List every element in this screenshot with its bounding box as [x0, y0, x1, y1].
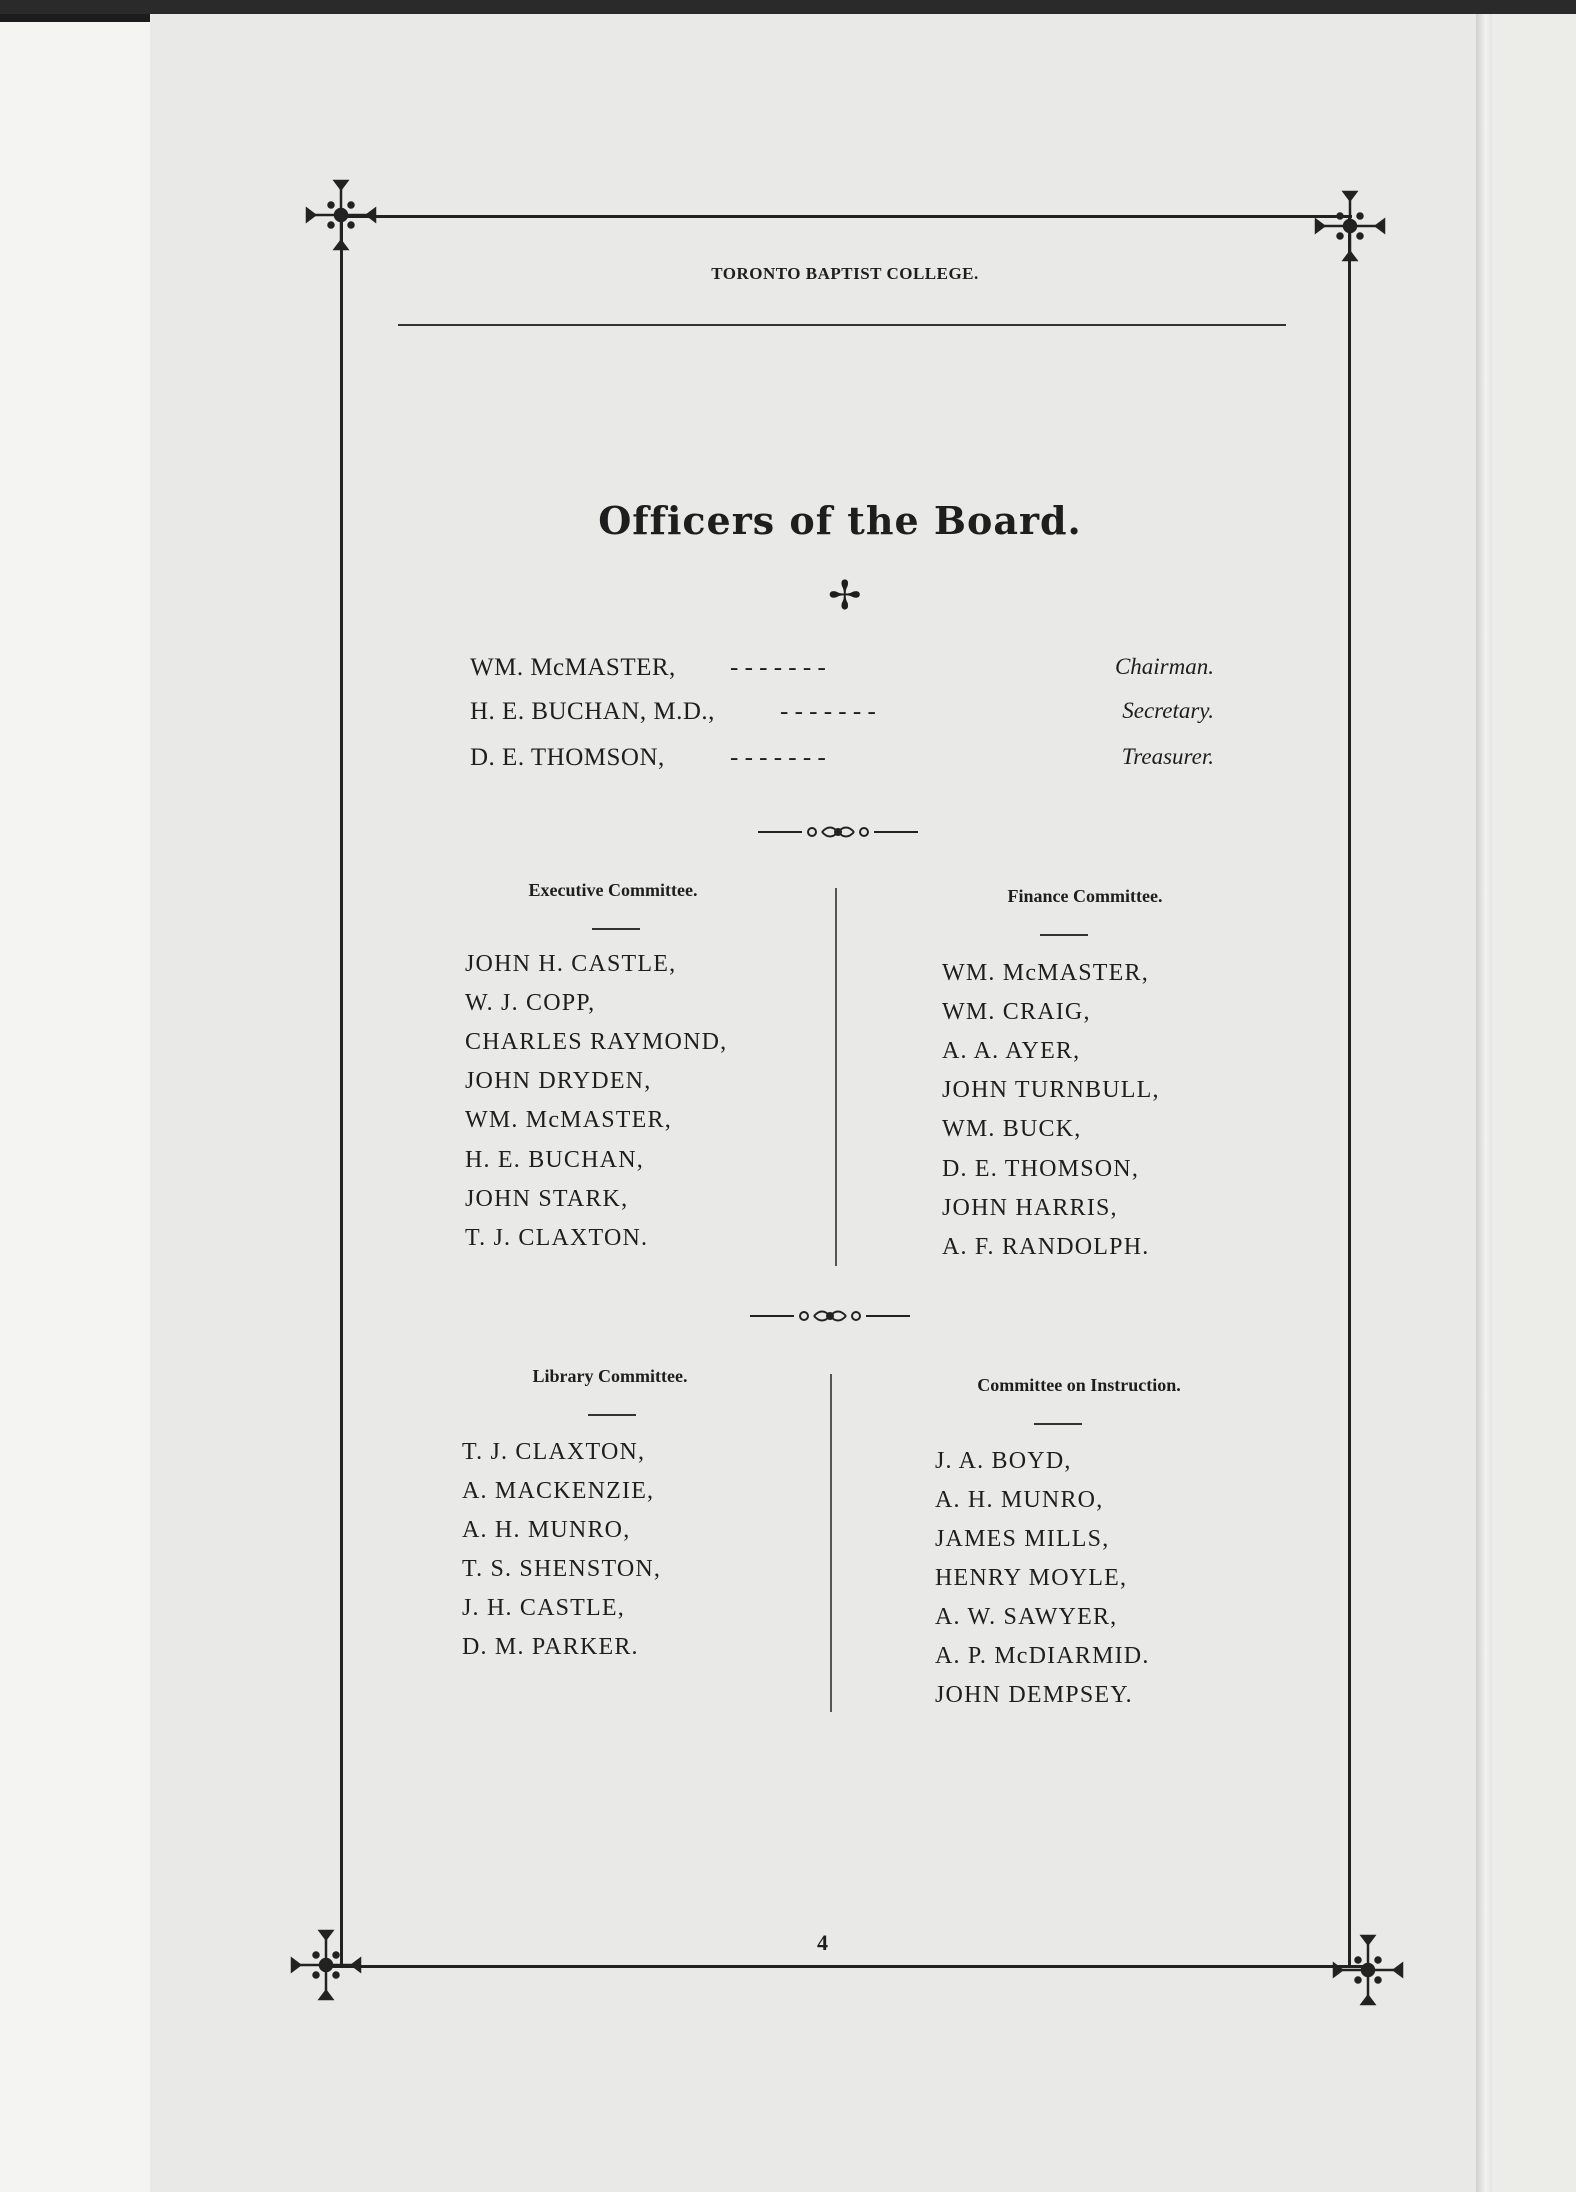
committee-member: D. M. PARKER.: [462, 1634, 639, 1660]
committee-member: WM. McMASTER,: [465, 1107, 672, 1133]
committee-member: JOHN H. CASTLE,: [465, 951, 677, 977]
frame-left-rule: [340, 215, 343, 1967]
next-page-sliver: [1492, 0, 1576, 2192]
leader-dots: - - - - - - -: [730, 654, 826, 681]
officer-name: D. E. THOMSON,: [470, 744, 665, 771]
committee-member: J. H. CASTLE,: [462, 1595, 625, 1621]
frame-bottom-rule: [325, 1965, 1370, 1968]
officer-row: [470, 744, 1220, 784]
officer-name: H. E. BUCHAN, M.D.,: [470, 698, 715, 725]
officer-name: WM. McMASTER,: [470, 654, 676, 681]
instruction-committee-heading: Committee on Instruction.: [977, 1375, 1181, 1395]
officer-role: Treasurer.: [1121, 744, 1214, 769]
committee-member: J. A. BOYD,: [935, 1448, 1072, 1474]
committee-member: H. E. BUCHAN,: [465, 1147, 644, 1173]
scan-background-left: [0, 0, 150, 2192]
page-number: 4: [817, 1930, 828, 1955]
frame-right-rule: [1348, 215, 1351, 1967]
executive-committee-heading: Executive Committee.: [528, 880, 698, 900]
fleuron-corner-icon: [1310, 186, 1390, 266]
officer-row: [470, 698, 1220, 738]
committee-member: WM. BUCK,: [942, 1116, 1082, 1142]
column-divider: [835, 888, 837, 1266]
committee-member: W. J. COPP,: [465, 990, 596, 1016]
committee-member: A. MACKENZIE,: [462, 1478, 655, 1504]
frame-top-rule: [340, 215, 1352, 218]
committee-member: JOHN HARRIS,: [942, 1195, 1118, 1221]
committee-member: JOHN DEMPSEY.: [935, 1682, 1133, 1708]
committee-member: A. H. MUNRO,: [935, 1487, 1104, 1513]
heading-rule: [592, 928, 640, 930]
committee-member: D. E. THOMSON,: [942, 1156, 1140, 1182]
scroll-ornament-icon: [750, 1306, 910, 1326]
running-head: TORONTO BAPTIST COLLEGE.: [711, 264, 979, 283]
committee-member: A. F. RANDOLPH.: [942, 1234, 1150, 1260]
committee-member: WM. CRAIG,: [942, 999, 1091, 1025]
page-gutter-edge: [1476, 0, 1492, 2192]
committee-member: JOHN TURNBULL,: [942, 1077, 1160, 1103]
committee-member: T. J. CLAXTON.: [465, 1225, 649, 1251]
officer-row: [470, 654, 1220, 694]
leader-dots: - - - - - - -: [730, 744, 826, 771]
committee-member: JOHN STARK,: [465, 1186, 629, 1212]
committee-member: A. A. AYER,: [942, 1038, 1081, 1064]
leader-dots: - - - - - - -: [780, 698, 876, 725]
heading-rule: [1034, 1423, 1082, 1425]
fleuron-corner-icon: [1328, 1930, 1408, 2010]
heading-rule: [588, 1414, 636, 1416]
scan-background-top: [0, 0, 1576, 14]
column-divider: [830, 1374, 832, 1712]
committee-member: A. P. McDIARMID.: [935, 1643, 1150, 1669]
committee-member: HENRY MOYLE,: [935, 1565, 1128, 1591]
committee-member: T. J. CLAXTON,: [462, 1439, 646, 1465]
heading-rule: [1040, 934, 1088, 936]
committee-member: T. S. SHENSTON,: [462, 1556, 662, 1582]
page-title: Officers of the Board.: [598, 498, 1082, 543]
committee-member: A. W. SAWYER,: [935, 1604, 1118, 1630]
committee-member: JOHN DRYDEN,: [465, 1068, 652, 1094]
running-head-rule: [398, 324, 1286, 326]
fleuron-corner-icon: [301, 175, 381, 255]
scroll-ornament-icon: [758, 822, 918, 842]
finance-committee-heading: Finance Committee.: [1007, 886, 1163, 906]
committee-member: CHARLES RAYMOND,: [465, 1029, 728, 1055]
officer-role: Chairman.: [1114, 654, 1214, 679]
committee-member: JAMES MILLS,: [935, 1526, 1110, 1552]
fleuron-corner-icon: [286, 1925, 366, 2005]
committee-member: A. H. MUNRO,: [462, 1517, 631, 1543]
page-sheet: [150, 0, 1480, 2192]
officer-role: Secretary.: [1122, 698, 1214, 723]
cross-ornament-icon: ✢: [828, 573, 862, 618]
library-committee-heading: Library Committee.: [532, 1366, 688, 1386]
committee-member: WM. McMASTER,: [942, 960, 1149, 986]
